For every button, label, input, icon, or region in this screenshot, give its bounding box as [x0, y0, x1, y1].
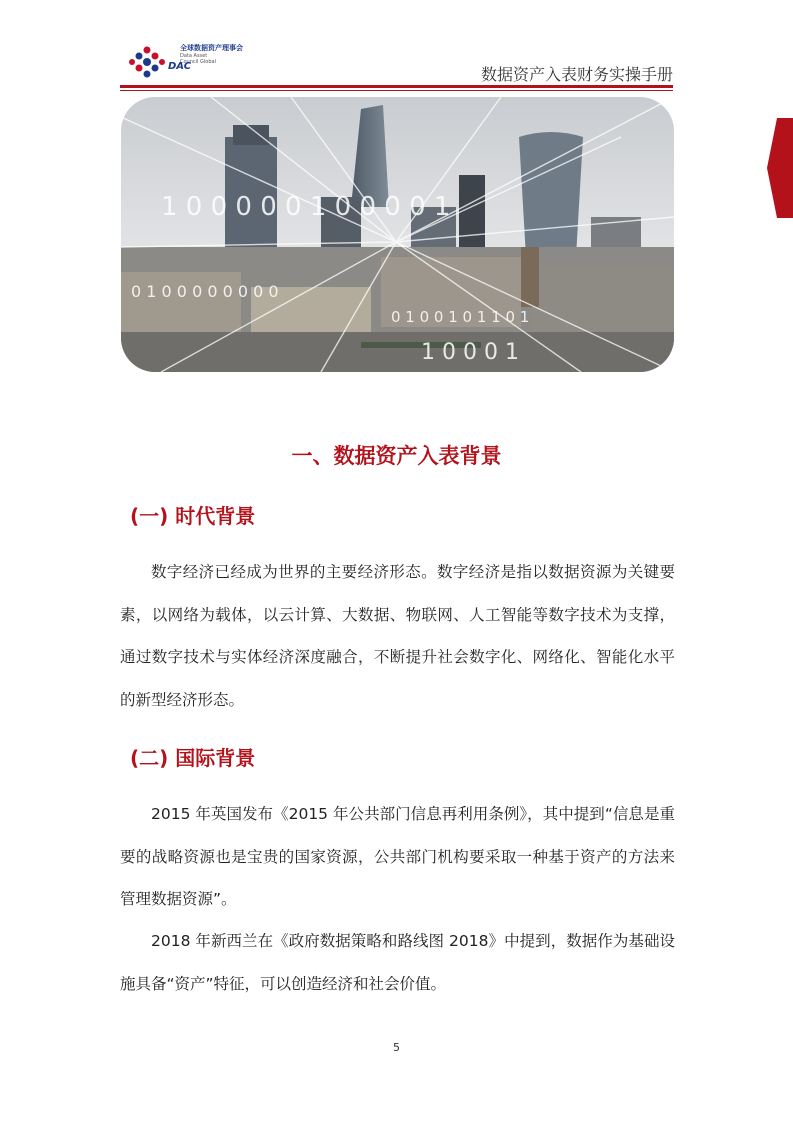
subsection-title-international: (二) 国际背景	[130, 746, 256, 770]
logo-en-line2: Council Global	[180, 59, 216, 65]
subsection-title-era: (一) 时代背景	[130, 504, 256, 528]
section-title: 一、数据资产入表背景	[291, 444, 502, 468]
hero-image	[121, 97, 674, 372]
binary-text-2: 0 1 0 0 0 0 0 0 0 0	[131, 282, 279, 301]
header-divider-thick	[120, 85, 673, 88]
side-tab-marker	[767, 118, 793, 218]
logo-en-line1: Data Asset	[180, 53, 208, 59]
dac-logo	[128, 44, 248, 80]
logo-cn-text: 全球数据资产理事会	[180, 44, 243, 52]
paragraph-nz-roadmap: 2018 年新西兰在《政府数据策略和路线图 2018》中提到，数据作为基础设施具备“资产”特征，可以创造经济和社会价值。	[120, 932, 675, 993]
header-divider-thin	[120, 90, 673, 91]
document-title: 数据资产入表财务实操手册	[480, 65, 673, 84]
page-number: 5	[393, 1041, 400, 1054]
binary-text-4: 1 0 0 0 1	[421, 340, 519, 365]
paragraph-uk-regulation: 2015 年英国发布《2015 年公共部门信息再利用条例》，其中提到“信息是重要的战略资源也是宝贵的国家资源，公共部门机构要采取一种基于资产的方法来管理数据资源”。	[120, 805, 675, 908]
binary-text-3: 0 1 0 0 1 0 1 1 0 1	[391, 308, 530, 326]
logo-dac-text: DAC	[168, 61, 192, 72]
paragraph-era-background: 数字经济已经成为世界的主要经济形态。数字经济是指以数据资源为关键要素，以网络为载体，以云计算、大数据、物联网、人工智能等数字技术为支撑，通过数字技术与实体经济深度融合，不断提升社会数字化、网络化、智能化水平的新型经济形态。	[120, 563, 675, 709]
city-skyline-image	[121, 97, 674, 372]
binary-text-1: 1 0 0 0 0 0 1 0 0 0 0 1	[161, 192, 451, 222]
page-header	[0, 0, 793, 95]
